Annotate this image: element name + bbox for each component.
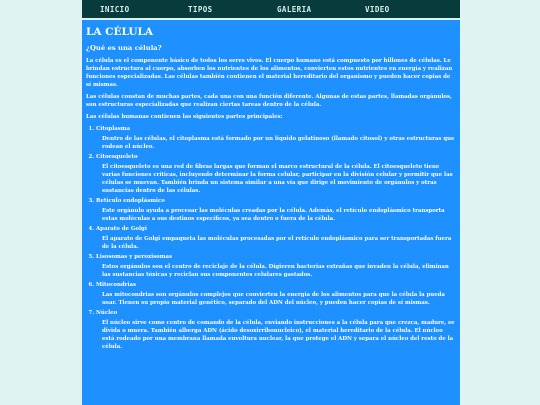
parts-paragraph: Las células constan de muchas partes, cada una con una función diferente. Algunas de estas partes, llamadas orgánulos, son estructuras especializadas que realizan ciertas tareas dentro de la célula.	[86, 94, 452, 108]
nav-item-tipos[interactable]: TIPOS	[188, 5, 213, 14]
part-description: Este orgánulo ayuda a procesar las moléculas creadas por la célula. Además, el retículo endoplásmico transporta estas moléculas a sus destinos específicos, ya sea dentro o fuera de la célula.	[102, 208, 445, 222]
intro-paragraph: La célula es el componente básico de todos los seres vivos. El cuerpo humano está compuesto por billones de células. Le brindan estructura al cuerpo, absorben los nutrientes de los alimentos, convierten estos nutrientes en energía y realizan funciones especializadas. Las células también contienen el material hereditario del organismo y pueden hacer copias de sí mismas.	[86, 58, 453, 88]
part-description: El citoesqueleto es una red de fibras largas que forman el marco estructural de la célula. El citoesqueleto tiene varias funciones críticas, incluyendo determinar la forma celular, participar en la división celular y permitir que las células se muevan. También brinda un sistema similar a una vía que dirige el movimiento de orgánulos y otras sustancias dentro de las células.	[102, 164, 453, 194]
part-description: El aparato de Golgi empaqueta las moléculas procesadas por el retículo endoplásmico para ser transportadas fuera de la célula.	[102, 236, 452, 250]
part-description: Las mitocondrias son orgánulos complejos que convierten la energía de los alimentos para que la célula la pueda usar. Tienen su propio material genético, separado del ADN del núcleo, y pueden hacer copias de sí mismas.	[102, 292, 445, 306]
part-description: El núcleo sirve como centro de comando de la célula, enviando instrucciones a la célula para que crezca, madure, se divida o muera. También alberga ADN (ácido desoxirribonucleico), el material hereditario de la célula. El núcleo está rodeado por una membrana llamada envoltura nuclear, la que protege el ADN y separa el núcleo del resto de la célula.	[102, 320, 455, 350]
part-name: 6. Mitocondrias	[96, 282, 137, 288]
main-content	[82, 20, 460, 405]
page-title: LA CÉLULA	[86, 26, 154, 38]
part-name: 4. Aparato de Golgi	[96, 226, 147, 232]
section-subtitle: ¿Qué es una célula?	[86, 44, 162, 52]
part-name: 1. Citoplasma	[96, 126, 130, 132]
part-description: Estos orgánulos son el centro de reciclaje de la célula. Digieren bacterias extrañas que invaden la célula, eliminan las sustancias tóxicas y reciclan sus componentes celulares gastados.	[102, 264, 449, 278]
list-item	[96, 125, 456, 151]
part-name: 2. Citoesqueleto	[96, 154, 138, 160]
part-name: 5. Lisosomas y peroxisomas	[96, 254, 172, 260]
part-description: Dentro de las células, el citoplasma está formado por un líquido gelatinoso (llamado citosol) y otras estructuras que rodean el núcleo.	[102, 136, 455, 150]
list-item	[96, 153, 456, 195]
list-item	[96, 197, 456, 223]
nav-item-video[interactable]: VIDEO	[365, 5, 390, 14]
list-item	[96, 225, 456, 251]
top-navigation-bar	[82, 0, 460, 18]
list-item	[96, 309, 456, 351]
part-name: 3. Retículo endoplásmico	[96, 198, 165, 204]
nav-item-galeria[interactable]: GALERIA	[277, 5, 312, 14]
list-item	[96, 253, 456, 279]
cell-parts-list	[86, 125, 456, 351]
part-name: 7. Núcleo	[96, 310, 118, 316]
list-intro-paragraph: Las células humanas contienen las siguientes partes principales:	[86, 114, 283, 120]
list-item	[96, 281, 456, 307]
nav-item-inicio[interactable]: INICIO	[100, 5, 130, 14]
